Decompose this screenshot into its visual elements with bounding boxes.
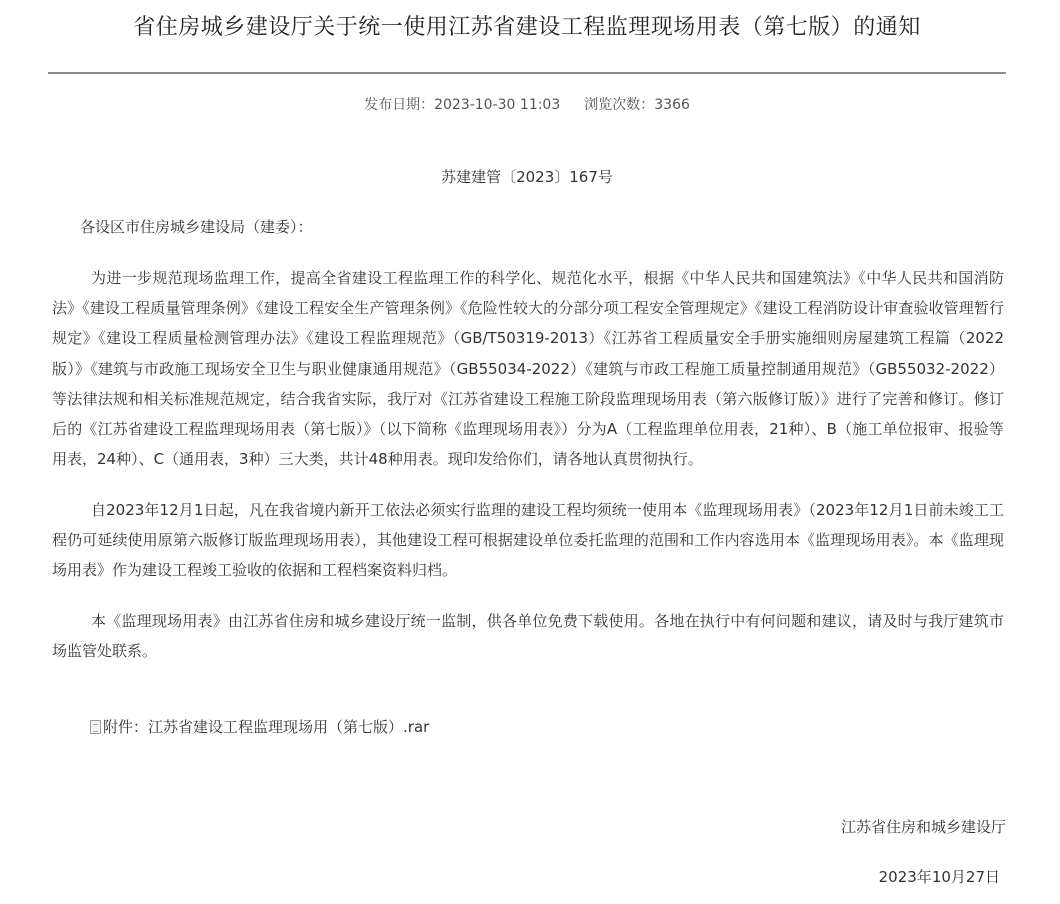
publish-meta	[48, 94, 1006, 116]
body-paragraph-1: 为进一步规范现场监理工作，提高全省建设工程监理工作的科学化、规范化水平，根据《中华人民共和国建筑法》《中华人民共和国消防法》《建设工程质量管理条例》《建设工程安全生产管理条例》《危险性较大的分部分项工程安全管理规定》《建设工程消防设计审查验收管理暂行规定》《建设工程质量检测管理办法》《建设工程监理规范》（GB/T50319-2013）《江苏省工程质量安全手册实施细则房屋建筑工程篇（2022版）》《建筑与市政施工现场安全卫生与职业健康通用规范》（GB55034-2022）《建筑与市政工程施工质量控制通用规范》（GB55032-2022）等法律法规和相关标准规范规定，结合我省实际，我厅对《江苏省建设工程施工阶段监理现场用表（第六版修订版）》进行了完善和修订。修订后的《江苏省建设工程监理现场用表（第七版）》（以下简称《监理现场用表》）分为A（工程监理单位用表，21种）、B（施工单位报审、报验等用表，24种）、C（通用表，3种）三大类，共计48种用表。现印发给你们，请各地认真贯彻执行。	[52, 269, 1004, 469]
attachment-link[interactable]: 江苏省建设工程监理现场用（第七版）.rar	[148, 718, 430, 736]
view-count-label: 浏览次数：	[584, 97, 655, 113]
attachment	[90, 714, 429, 740]
page-title: 省住房城乡建设厅关于统一使用江苏省建设工程监理现场用表（第七版）的通知	[133, 15, 921, 40]
file-icon	[90, 720, 101, 734]
salutation: 各设区市住房城乡建设局（建委）：	[80, 218, 313, 236]
issue-date: 2023年10月27日	[878, 868, 1000, 886]
document-number: 苏建建管〔2023〕167号	[441, 168, 613, 186]
view-count: 3366	[654, 97, 690, 113]
body-paragraph-3: 本《监理现场用表》由江苏省住房和城乡建设厅统一监制，供各单位免费下载使用。各地在执行中有何问题和建议，请及时与我厅建筑市场监管处联系。	[52, 612, 1004, 661]
publish-date-label: 发布日期：	[364, 97, 435, 113]
publish-date: 2023-10-30 11:03	[434, 97, 561, 113]
issuing-department: 江苏省住房和城乡建设厅	[840, 818, 1006, 836]
title-divider	[48, 72, 1006, 74]
notice-body	[52, 263, 1004, 687]
body-paragraph-2: 自2023年12月1日起，凡在我省境内新开工依法必须实行监理的建设工程均须统一使用本《监理现场用表》（2023年12月1日前未竣工工程仍可延续使用原第六版修订版监理现场用表），其他建设工程可根据建设单位委托监理的范围和工作内容选用本《监理现场用表》。本《监理现场用表》作为建设工程竣工验收的依据和工程档案资料归档。	[52, 500, 1004, 580]
attachment-label: 附件：	[103, 718, 149, 736]
